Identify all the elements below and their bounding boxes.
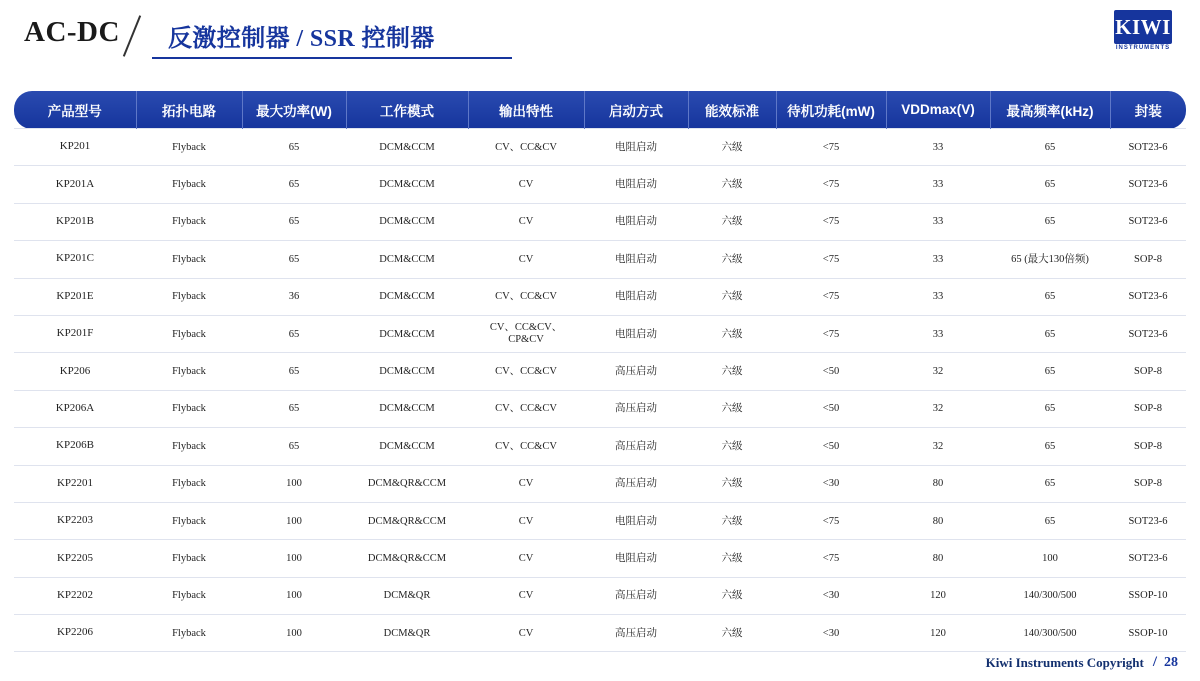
table-cell: <50 bbox=[776, 390, 886, 427]
table-row bbox=[14, 540, 1186, 577]
table-cell: DCM&CCM bbox=[346, 315, 468, 352]
table-cell: DCM&QR&CCM bbox=[346, 502, 468, 539]
table-cell: 65 bbox=[990, 428, 1110, 465]
product-table-container bbox=[14, 91, 1186, 652]
table-cell: SOT23-6 bbox=[1110, 315, 1186, 352]
table-cell: <75 bbox=[776, 315, 886, 352]
table-cell: 六级 bbox=[688, 465, 776, 502]
col-header-max-frequency: 最高频率(kHz) bbox=[990, 91, 1110, 129]
table-cell: DCM&CCM bbox=[346, 428, 468, 465]
table-cell: 65 bbox=[990, 203, 1110, 240]
table-row bbox=[14, 203, 1186, 240]
table-cell: 电阻启动 bbox=[584, 241, 688, 278]
table-cell: 电阻启动 bbox=[584, 315, 688, 352]
col-header-output: 输出特性 bbox=[468, 91, 584, 129]
table-cell: Flyback bbox=[136, 390, 242, 427]
table-cell: CV bbox=[468, 615, 584, 652]
table-cell: Flyback bbox=[136, 428, 242, 465]
table-cell: 100 bbox=[242, 465, 346, 502]
table-cell: 36 bbox=[242, 278, 346, 315]
table-cell: SSOP-10 bbox=[1110, 615, 1186, 652]
table-cell: 65 bbox=[990, 166, 1110, 203]
slide-footer bbox=[986, 654, 1178, 671]
table-cell: Flyback bbox=[136, 278, 242, 315]
table-row bbox=[14, 241, 1186, 278]
table-cell: 33 bbox=[886, 203, 990, 240]
table-cell: <75 bbox=[776, 540, 886, 577]
table-cell: 65 bbox=[990, 278, 1110, 315]
table-cell: SOT23-6 bbox=[1110, 166, 1186, 203]
table-cell: 65 bbox=[242, 241, 346, 278]
table-cell: <30 bbox=[776, 577, 886, 614]
table-cell: SOT23-6 bbox=[1110, 502, 1186, 539]
table-cell: KP2205 bbox=[14, 540, 136, 577]
table-cell: CV bbox=[468, 166, 584, 203]
table-cell: Flyback bbox=[136, 129, 242, 166]
table-cell: KP201B bbox=[14, 203, 136, 240]
table-cell: 电阻启动 bbox=[584, 540, 688, 577]
table-cell: 65 bbox=[242, 203, 346, 240]
table-cell: 80 bbox=[886, 465, 990, 502]
table-cell: <30 bbox=[776, 465, 886, 502]
table-cell: KP201E bbox=[14, 278, 136, 315]
table-cell: 120 bbox=[886, 615, 990, 652]
table-cell: CV bbox=[468, 577, 584, 614]
table-cell: SOT23-6 bbox=[1110, 129, 1186, 166]
table-cell: KP201F bbox=[14, 315, 136, 352]
table-cell: 六级 bbox=[688, 502, 776, 539]
table-cell: KP2202 bbox=[14, 577, 136, 614]
page-title: AC-DC bbox=[24, 16, 120, 48]
company-logo bbox=[1108, 10, 1178, 62]
table-cell: <75 bbox=[776, 203, 886, 240]
table-cell: 32 bbox=[886, 353, 990, 390]
table-cell: 65 bbox=[242, 315, 346, 352]
table-cell: Flyback bbox=[136, 540, 242, 577]
table-row bbox=[14, 390, 1186, 427]
footer-page-number: 28 bbox=[1164, 654, 1178, 670]
table-cell: 100 bbox=[242, 540, 346, 577]
table-cell: <75 bbox=[776, 502, 886, 539]
table-cell: <50 bbox=[776, 428, 886, 465]
table-body bbox=[14, 129, 1186, 652]
table-row bbox=[14, 502, 1186, 539]
title-divider-slash bbox=[123, 15, 141, 57]
col-header-vddmax: VDDmax(V) bbox=[886, 91, 990, 129]
table-cell: 高压启动 bbox=[584, 428, 688, 465]
table-cell: DCM&CCM bbox=[346, 353, 468, 390]
table-cell: KP206B bbox=[14, 428, 136, 465]
table-cell: 高压启动 bbox=[584, 577, 688, 614]
table-cell: SOP-8 bbox=[1110, 353, 1186, 390]
table-cell: 32 bbox=[886, 390, 990, 427]
table-cell: 高压启动 bbox=[584, 615, 688, 652]
table-cell: Flyback bbox=[136, 241, 242, 278]
table-row bbox=[14, 129, 1186, 166]
table-header bbox=[14, 91, 1186, 129]
col-header-efficiency: 能效标准 bbox=[688, 91, 776, 129]
table-cell: Flyback bbox=[136, 615, 242, 652]
table-cell: 高压启动 bbox=[584, 465, 688, 502]
table-cell: <50 bbox=[776, 353, 886, 390]
table-cell: 65 bbox=[990, 315, 1110, 352]
table-cell: 100 bbox=[242, 502, 346, 539]
table-cell: <75 bbox=[776, 241, 886, 278]
table-cell: 六级 bbox=[688, 278, 776, 315]
table-cell: 六级 bbox=[688, 390, 776, 427]
table-row bbox=[14, 615, 1186, 652]
table-cell: 六级 bbox=[688, 129, 776, 166]
table-row bbox=[14, 278, 1186, 315]
table-cell: Flyback bbox=[136, 353, 242, 390]
table-cell: 六级 bbox=[688, 353, 776, 390]
table-cell: 33 bbox=[886, 166, 990, 203]
table-cell: 六级 bbox=[688, 577, 776, 614]
table-cell: DCM&CCM bbox=[346, 203, 468, 240]
table-cell: 电阻启动 bbox=[584, 203, 688, 240]
table-cell: 六级 bbox=[688, 166, 776, 203]
table-cell: 高压启动 bbox=[584, 353, 688, 390]
table-cell: CV、CC&CV bbox=[468, 428, 584, 465]
product-table bbox=[14, 91, 1186, 652]
table-cell: KP2206 bbox=[14, 615, 136, 652]
footer-copyright: Kiwi Instruments Copyright bbox=[985, 654, 1144, 670]
table-cell: 65 bbox=[990, 129, 1110, 166]
table-cell: 六级 bbox=[688, 540, 776, 577]
table-row bbox=[14, 577, 1186, 614]
col-header-max-power: 最大功率(W) bbox=[242, 91, 346, 129]
table-cell: <30 bbox=[776, 615, 886, 652]
table-cell: 80 bbox=[886, 502, 990, 539]
table-cell: 六级 bbox=[688, 615, 776, 652]
table-row bbox=[14, 428, 1186, 465]
table-cell: 33 bbox=[886, 278, 990, 315]
table-cell: 电阻启动 bbox=[584, 166, 688, 203]
col-header-startup: 启动方式 bbox=[584, 91, 688, 129]
table-cell: DCM&CCM bbox=[346, 129, 468, 166]
table-cell: SOP-8 bbox=[1110, 390, 1186, 427]
table-cell: CV、CC&CV、 CP&CV bbox=[468, 315, 584, 352]
table-cell: 65 bbox=[242, 129, 346, 166]
table-cell: 六级 bbox=[688, 203, 776, 240]
table-cell: 80 bbox=[886, 540, 990, 577]
table-cell: 140/300/500 bbox=[990, 615, 1110, 652]
table-cell: <75 bbox=[776, 166, 886, 203]
table-cell: DCM&QR&CCM bbox=[346, 465, 468, 502]
table-row bbox=[14, 315, 1186, 352]
logo-subtext: INSTRUMENTS bbox=[1115, 45, 1171, 51]
table-cell: <75 bbox=[776, 278, 886, 315]
table-cell: SOP-8 bbox=[1110, 428, 1186, 465]
table-cell: Flyback bbox=[136, 315, 242, 352]
table-cell: 100 bbox=[242, 615, 346, 652]
table-cell: 65 bbox=[990, 465, 1110, 502]
table-row bbox=[14, 353, 1186, 390]
table-cell: 33 bbox=[886, 241, 990, 278]
table-cell: 电阻启动 bbox=[584, 129, 688, 166]
col-header-work-mode: 工作模式 bbox=[346, 91, 468, 129]
table-cell: 33 bbox=[886, 129, 990, 166]
table-cell: CV bbox=[468, 540, 584, 577]
footer-separator: / bbox=[1152, 654, 1157, 670]
table-cell: 65 bbox=[990, 390, 1110, 427]
logo-wordmark: KIWI bbox=[1114, 10, 1172, 44]
table-cell: DCM&CCM bbox=[346, 241, 468, 278]
table-cell: KP2201 bbox=[14, 465, 136, 502]
table-cell: SOT23-6 bbox=[1110, 278, 1186, 315]
table-cell: 高压启动 bbox=[584, 390, 688, 427]
table-cell: DCM&QR bbox=[346, 615, 468, 652]
table-cell: DCM&CCM bbox=[346, 278, 468, 315]
table-cell: DCM&QR&CCM bbox=[346, 540, 468, 577]
table-cell: KP2203 bbox=[14, 502, 136, 539]
table-cell: 140/300/500 bbox=[990, 577, 1110, 614]
table-cell: 65 (最大130倍频) bbox=[990, 241, 1110, 278]
table-cell: 65 bbox=[242, 428, 346, 465]
table-cell: 65 bbox=[242, 390, 346, 427]
table-cell: KP201A bbox=[14, 166, 136, 203]
subtitle-underline bbox=[152, 57, 512, 59]
page-subtitle: 反激控制器 / SSR 控制器 bbox=[168, 26, 435, 52]
table-cell: DCM&CCM bbox=[346, 166, 468, 203]
table-cell: 六级 bbox=[688, 241, 776, 278]
table-cell: 电阻启动 bbox=[584, 278, 688, 315]
table-cell: CV、CC&CV bbox=[468, 129, 584, 166]
table-cell: SOT23-6 bbox=[1110, 203, 1186, 240]
table-cell: 六级 bbox=[688, 428, 776, 465]
table-cell: 32 bbox=[886, 428, 990, 465]
table-cell: SOP-8 bbox=[1110, 465, 1186, 502]
table-cell: 120 bbox=[886, 577, 990, 614]
table-row bbox=[14, 166, 1186, 203]
table-cell: Flyback bbox=[136, 577, 242, 614]
table-cell: CV、CC&CV bbox=[468, 353, 584, 390]
table-cell: 100 bbox=[990, 540, 1110, 577]
col-header-standby-power: 待机功耗(mW) bbox=[776, 91, 886, 129]
col-header-model: 产品型号 bbox=[14, 91, 136, 129]
table-cell: Flyback bbox=[136, 203, 242, 240]
table-cell: 65 bbox=[990, 502, 1110, 539]
table-cell: 65 bbox=[242, 353, 346, 390]
table-cell: 33 bbox=[886, 315, 990, 352]
table-cell: 六级 bbox=[688, 315, 776, 352]
table-cell: Flyback bbox=[136, 166, 242, 203]
table-cell: 65 bbox=[242, 166, 346, 203]
table-cell: SOT23-6 bbox=[1110, 540, 1186, 577]
table-cell: KP206 bbox=[14, 353, 136, 390]
table-cell: CV bbox=[468, 241, 584, 278]
col-header-package: 封装 bbox=[1110, 91, 1186, 129]
table-cell: KP201 bbox=[14, 129, 136, 166]
table-cell: KP206A bbox=[14, 390, 136, 427]
table-cell: 65 bbox=[990, 353, 1110, 390]
col-header-topology: 拓扑电路 bbox=[136, 91, 242, 129]
table-cell: CV、CC&CV bbox=[468, 278, 584, 315]
table-cell: <75 bbox=[776, 129, 886, 166]
table-cell: Flyback bbox=[136, 502, 242, 539]
table-cell: CV bbox=[468, 502, 584, 539]
table-cell: SOP-8 bbox=[1110, 241, 1186, 278]
table-header-row bbox=[14, 91, 1186, 129]
table-cell: Flyback bbox=[136, 465, 242, 502]
table-cell: SSOP-10 bbox=[1110, 577, 1186, 614]
table-cell: DCM&QR bbox=[346, 577, 468, 614]
table-cell: KP201C bbox=[14, 241, 136, 278]
table-row bbox=[14, 465, 1186, 502]
table-cell: CV、CC&CV bbox=[468, 390, 584, 427]
table-cell: CV bbox=[468, 465, 584, 502]
table-cell: 100 bbox=[242, 577, 346, 614]
table-cell: DCM&CCM bbox=[346, 390, 468, 427]
table-cell: 电阻启动 bbox=[584, 502, 688, 539]
table-cell: CV bbox=[468, 203, 584, 240]
slide-header bbox=[0, 0, 1200, 72]
